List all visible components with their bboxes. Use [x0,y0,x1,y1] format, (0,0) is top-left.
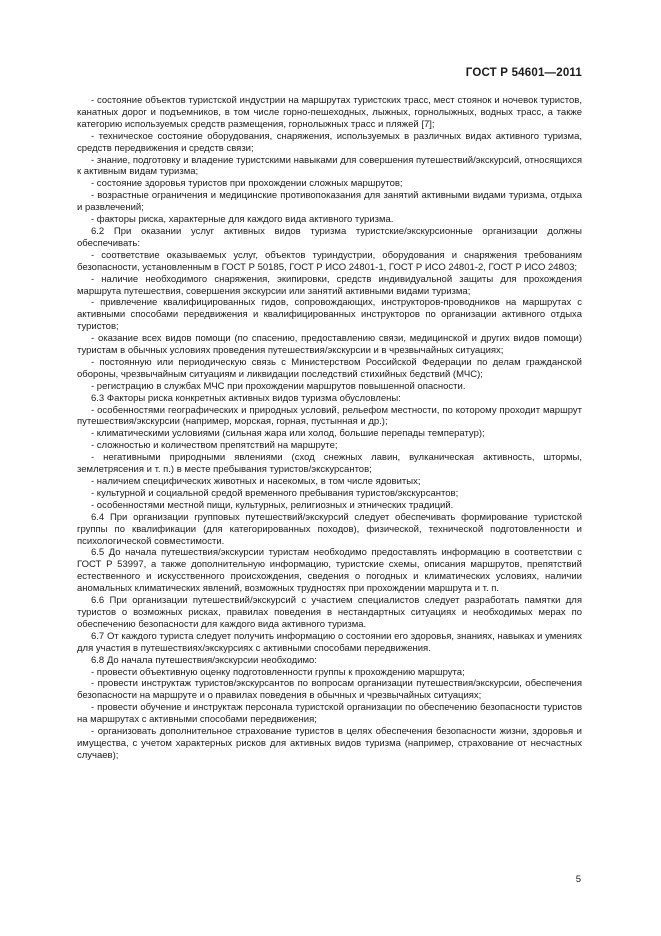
paragraph: - организовать дополнительное страхование туристов в целях обеспечения безопасности жизни, здоровья и имущества, с учетом характерных рисков для активных видов туризма (например, страхование от несчастных случаев); [77,726,582,761]
paragraph: - провести объективную оценку подготовленности группы к прохождению маршрута; [91,666,465,678]
paragraph: - техническое состояние оборудования, снаряжения, используемых в различных видах активного туризма, средств передвижения и средств связи; [77,130,582,154]
paragraph: - провести обучение и инструктаж персонала туристской организации по обеспечению безопасности туристов на маршрутах с активными способами передвижения; [77,702,582,726]
paragraph: 6.7 От каждого туриста следует получить информацию о состоянии его здоровья, знаниях, навыках и умениях для участия в путешествиях/экскурсиях с активными способами передвижения. [77,630,582,654]
paragraph: - соответствие оказываемых услуг, объектов туриндустрии, оборудования и снаряжения требованиям безопасности, установленным в ГОСТ Р 50185, ГОСТ Р ИСО 24801-1, ГОСТ Р ИСО 24801-2, ГОСТ Р ИСО 24803; [77,249,582,273]
paragraph: - негативными природными явлениями (сход снежных лавин, вулканическая активность, штормы, землетрясения и т. п.) в месте пребывания туристов/экскурсантов; [77,452,582,476]
paragraph: 6.8 До начала путешествия/экскурсии необходимо: [91,654,317,666]
paragraph: - наличие необходимого снаряжения, экипировки, средств индивидуальной защиты для прохождения маршрута путешествия, совершения экскурсии или занятий активными видами туризма; [77,273,582,297]
page-number: 5 [575,874,581,885]
paragraph: - культурной и социальной средой временного пребывания туристов/экскурсантов; [91,487,459,499]
paragraph: - оказание всех видов помощи (по спасению, предоставлению связи, медицинской и других видов помощи) туристам в обычных условиях проведения путешествия/экскурсии и в чрезвычайных ситуациях; [77,333,582,357]
paragraph: 6.4 При организации групповых путешествий/экскурсий следует обеспечивать формирование туристской группы по квалификации (для категорированных походов), физической, технической подготовленности и психологической совместимости. [77,511,582,547]
paragraph: 6.6 При организации путешествий/экскурсий с участием специалистов следует разработать памятки для туристов о возможных рисках, правилах поведения в нестандартных ситуациях и необходимых мерах по обеспечению безопасности для каждого вида активного туризма. [77,595,582,630]
paragraph: 6.5 До начала путешествия/экскурсии туристам необходимо предоставлять информацию в соответствии с ГОСТ Р 53997, а также дополнительную информацию, туристские схемы, описания маршрутов, препятствий естественного и искусственного происхождения, сведения о погодных и климатических условиях, наличии аномальных климатических явлений, возможных трудностях при прохождении маршрута и т. п. [77,547,582,595]
paragraph: - провести инструктаж туристов/экскурсантов по вопросам организации путешествия/экскурсии, обеспечения безопасности на маршруте и о правилах поведения в обычных и чрезвычайных ситуациях; [77,678,582,702]
paragraph: - состояние здоровья туристов при прохождении сложных маршрутов; [91,178,403,190]
paragraph: - сложностью и количеством препятствий на маршруте; [91,440,338,452]
document-code: ГОСТ Р 54601—2011 [465,67,582,79]
paragraph: - постоянную или периодическую связь с Министерством Российской Федерации по делам гражданской обороны, чрезвычайным ситуациям и ликвидации последствий стихийных бедствий (МЧС); [77,356,582,380]
paragraph: 6.2 При оказании услуг активных видов туризма туристские/экскурсионные организации должны обеспечивать: [77,225,582,249]
paragraph: - возрастные ограничения и медицинские противопоказания для занятий активными видами туризма, отдыха и развлечений; [77,190,582,214]
paragraph: - наличием специфических животных и насекомых, в том числе ядовитых; [91,476,421,487]
paragraph: - особенностями местной пищи, культурных, религиозных и этнических традиций. [91,499,454,511]
paragraph: - знание, подготовку и владение туристскими навыками для совершения путешествий/экскурсий, относящихся к активным видам туризма; [77,154,582,178]
paragraph: 6.3 Факторы риска конкретных активных видов туризма обусловлены: [91,392,401,404]
paragraph: - состояние объектов туристской индустрии на маршрутах туристских трасс, мест стоянок и ночевок туристов, канатных дорог и подъемников, в том числе горно-пешеходных, лыжных, горнолыжных, водных трасс, а также категорию используемых средств размещения, горнолыжных трасс и пляжей [7]; [77,95,582,130]
paragraph: - регистрацию в службах МЧС при прохождении маршрутов повышенной опасности. [91,380,466,392]
paragraph: - факторы риска, характерные для каждого вида активного туризма. [91,214,394,226]
document-body [77,95,582,762]
paragraph: - привлечение квалифицированных гидов, сопровождающих, инструкторов-проводников на маршрутах с активными способами передвижения и квалифицированных инструкторов по организации активного отдыха туристов; [77,297,582,333]
paragraph: - особенностями географических и природных условий, рельефом местности, по которому проходит маршрут путешествия/экскурсии (например, морская, горная, пустынная и др.); [77,404,582,428]
paragraph: - климатическими условиями (сильная жара или холод, большие перепады температур); [91,428,485,440]
